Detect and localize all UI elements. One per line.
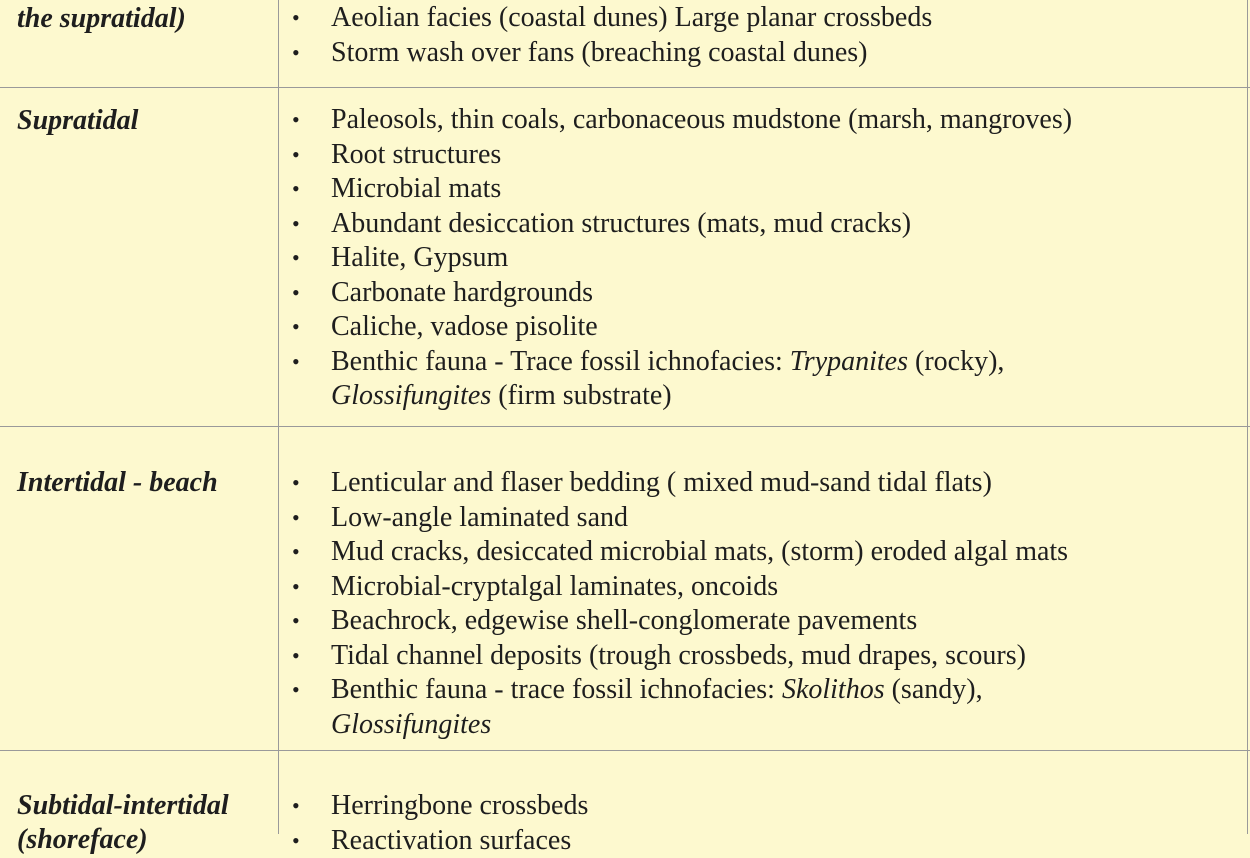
list-item — [290, 673, 1068, 742]
list-item: • Herringbone crossbeds — [290, 789, 588, 824]
item-text: Benthic fauna - Trace fossil ichnofacies: — [331, 346, 790, 377]
list-item: • Beachrock, edgewise shell-conglomerate pavements — [290, 604, 1068, 639]
table-right-border — [1247, 0, 1248, 834]
list-item: • Root structures — [290, 138, 1072, 173]
taxon-name: Skolithos — [782, 674, 885, 705]
row-label — [17, 789, 229, 857]
list-item: • Reactivation surfaces — [290, 824, 588, 858]
table-row — [0, 751, 1250, 834]
list-item: • Paleosols, thin coals, carbonaceous mudstone (marsh, mangroves) — [290, 103, 1072, 138]
row-label-line: Subtidal-intertidal — [17, 790, 229, 821]
list-item: • Low-angle laminated sand — [290, 501, 1068, 536]
item-continuation — [331, 379, 1072, 414]
feature-list — [290, 466, 1068, 742]
list-item: • Microbial-cryptalgal laminates, oncoids — [290, 570, 1068, 605]
taxon-name: Glossifungites — [331, 709, 491, 740]
column-divider — [278, 0, 279, 834]
table-row — [0, 427, 1250, 751]
row-label: Intertidal - beach — [17, 466, 218, 500]
item-text: (firm substrate) — [491, 380, 671, 411]
table-row — [0, 88, 1250, 427]
list-item: • Tidal channel deposits (trough crossbeds, mud drapes, scours) — [290, 639, 1068, 674]
list-item: • Halite, Gypsum — [290, 241, 1072, 276]
item-text: Benthic fauna - trace fossil ichnofacies: — [331, 674, 782, 705]
table-row — [0, 0, 1250, 88]
item-text: (rocky), — [908, 346, 1004, 377]
row-label: Supratidal — [17, 104, 138, 138]
item-continuation — [331, 708, 1068, 743]
list-item — [290, 345, 1072, 414]
taxon-name: Glossifungites — [331, 380, 491, 411]
list-item: • Microbial mats — [290, 172, 1072, 207]
row-label-line: (shoreface) — [17, 824, 148, 855]
list-item: • Carbonate hardgrounds — [290, 276, 1072, 311]
list-item: • Abundant desiccation structures (mats, mud cracks) — [290, 207, 1072, 242]
item-text: (sandy), — [885, 674, 983, 705]
feature-list — [290, 103, 1072, 414]
feature-list — [290, 1, 932, 70]
list-item: • Lenticular and flaser bedding ( mixed mud-sand tidal flats) — [290, 466, 1068, 501]
list-item: • Storm wash over fans (breaching coastal dunes) — [290, 36, 932, 71]
taxon-name: Trypanites — [790, 346, 908, 377]
list-item: • Aeolian facies (coastal dunes) Large planar crossbeds — [290, 1, 932, 36]
list-item: • Caliche, vadose pisolite — [290, 310, 1072, 345]
row-label: the supratidal) — [17, 2, 186, 36]
list-item: • Mud cracks, desiccated microbial mats, (storm) eroded algal mats — [290, 535, 1068, 570]
feature-list — [290, 789, 588, 858]
